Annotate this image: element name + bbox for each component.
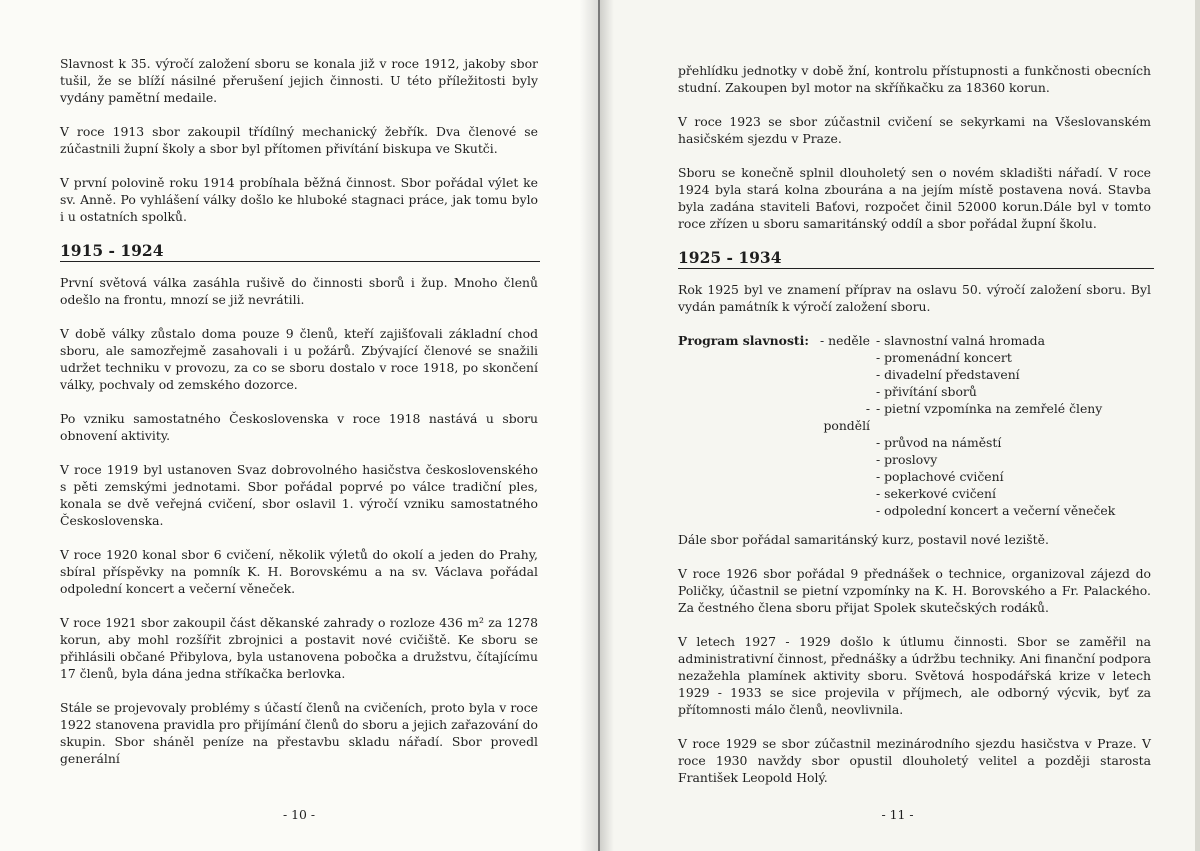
program-label: Program slavnosti: [678, 333, 809, 348]
program-item: - pietní vzpomínka na zemřelé členy [876, 401, 1103, 416]
paragraph: V první polovině roku 1914 probíhala běžná činnost. Sbor pořádal výlet ke sv. Anně. Po vyhlášení války došlo ke hluboké stagnaci práce, jak tomu bylo i u ostatních spolků. [60, 175, 538, 224]
paragraph: V roce 1920 konal sbor 6 cvičení, několik výletů do okolí a jeden do Prahy, sbíral příspěvky na pomník K. H. Borovskému a na sv. Václava pořádal odpolední koncert a večerní věneček. [60, 547, 538, 596]
program-item: - promenádní koncert [876, 350, 1012, 365]
paragraph: V roce 1926 sbor pořádal 9 přednášek o technice, organizoval zájezd do Poličky, účastnil se pietní vzpomínky na K. H. Borovského a Fr. Palackého. Za čestného člena sboru přijat Spolek skutečských rodáků. [678, 566, 1151, 615]
paragraph: Rok 1925 byl ve znamení příprav na oslavu 50. výročí založení sboru. Byl vydán památník k výročí založení sboru. [678, 282, 1151, 314]
paragraph: V roce 1923 se sbor zúčastnil cvičení se sekyrkami na Všeslovanském hasičském sjezdu v Praze. [678, 114, 1151, 146]
left-page [0, 0, 598, 851]
paragraph: Po vzniku samostatného Československa v roce 1918 nastává u sboru obnovení aktivity. [60, 411, 538, 443]
paragraph: V roce 1929 se sbor zúčastnil mezinárodního sjezdu hasičstva v Praze. V roce 1930 navždy sbor opustil dlouholetý velitel a později starosta František Leopold Holý. [678, 736, 1151, 785]
paragraph: Dále sbor pořádal samaritánský kurz, postavil nové leziště. [678, 532, 1049, 547]
program-item: - slavnostní valná hromada [876, 333, 1045, 348]
program-item: - divadelní představení [876, 367, 1020, 382]
page-number: - 10 - [282, 807, 316, 822]
paragraph: V roce 1921 sbor zakoupil část děkanské zahrady o rozloze 436 m² za 1278 korun, aby mohl rozšířit zbrojnici a postavit nové cvičiště. Ke sboru se přihlásili občané Přibylova, byla ustanovena pobočka a družstvu, čítajícímu 17 členů, byla dána jedna stříkačka berlovka. [60, 615, 538, 681]
page-number: - 11 - [881, 807, 914, 822]
paragraph: V roce 1919 byl ustanoven Svaz dobrovolného hasičstva československého s pěti zemskými jednotami. Sbor pořádal poprvé po válce tradiční ples, konala se dvě veřejná cvičení, sbor oslavil 1. výročí vzniku samostatného Československa. [60, 462, 538, 528]
program-item: - odpolední koncert a večerní věneček [876, 503, 1116, 518]
program-list [678, 332, 1151, 519]
program-item: - proslovy [876, 452, 938, 467]
paragraph: V době války zůstalo doma pouze 9 členů, kteří zajišťovali základní chod sboru, ale samozřejmě zasahovali i u požárů. Zbývající členové se snažili udržet techniku v provozu, za co se sboru dostalo v roce 1918, po skončení války, pochvaly od zemského dozorce. [60, 326, 538, 392]
program-item: - sekerkové cvičení [876, 486, 996, 501]
program-item: - poplachové cvičení [876, 469, 1004, 484]
paragraph: V letech 1927 - 1929 došlo k útlumu činnosti. Sbor se zaměřil na administrativní činnost, přednášky a údržbu techniky. Ani finanční podpora nezažehla plamínek aktivity sboru. Světová hospodářská krize v letech 1929 - 1933 se sice projevila v příjmech, ale odborný výcvik, byť za přítomnosti málo členů, neovlivnila. [678, 634, 1152, 717]
right-page [600, 0, 1195, 851]
program-item: - průvod na náměstí [876, 435, 1002, 450]
program-day: - pondělí [823, 401, 870, 433]
paragraph: První světová válka zasáhla rušivě do činnosti sborů i žup. Mnoho členů odešlo na frontu, mnozí se již nevrátili. [60, 275, 538, 307]
section-heading: 1915 - 1924 [60, 242, 540, 262]
paragraph: Slavnost k 35. výročí založení sboru se konala již v roce 1912, jakoby sbor tušil, že se blíží násilné přerušení jejich činnosti. U této příležitosti byly vydány pamětní medaile. [60, 56, 538, 105]
program-item: - přivítání sborů [876, 384, 977, 399]
paragraph: Stále se projevovaly problémy s účastí členů na cvičeních, proto byla v roce 1922 stanovena pravidla pro přijímání členů do sboru a jejich zařazování do skupin. Sbor sháněl peníze na přestavbu skladu nářadí. Sbor provedl generální [60, 700, 538, 766]
paragraph: V roce 1913 sbor zakoupil třídílný mechanický žebřík. Dva členové se zúčastnili župní školy a sbor byl přítomen přivítání biskupa ve Skutči. [60, 124, 538, 156]
section-heading: 1925 - 1934 [678, 249, 1154, 269]
program-day: - neděle [820, 333, 870, 348]
paragraph: přehlídku jednotky v době žní, kontrolu přístupnosti a funkčnosti obecních studní. Zakoupen byl motor na skříňkačku za 18360 korun. [678, 63, 1151, 95]
paragraph: Sboru se konečně splnil dlouholetý sen o novém skladišti nářadí. V roce 1924 byla stará kolna zbourána a na jejím místě postavena nová. Stavba byla zadána staviteli Baťovi, rozpočet činil 52000 korun.Dále byl v tomto roce zřízen u sboru samaritánský oddíl a sbor pořádal župní školu. [678, 165, 1151, 231]
